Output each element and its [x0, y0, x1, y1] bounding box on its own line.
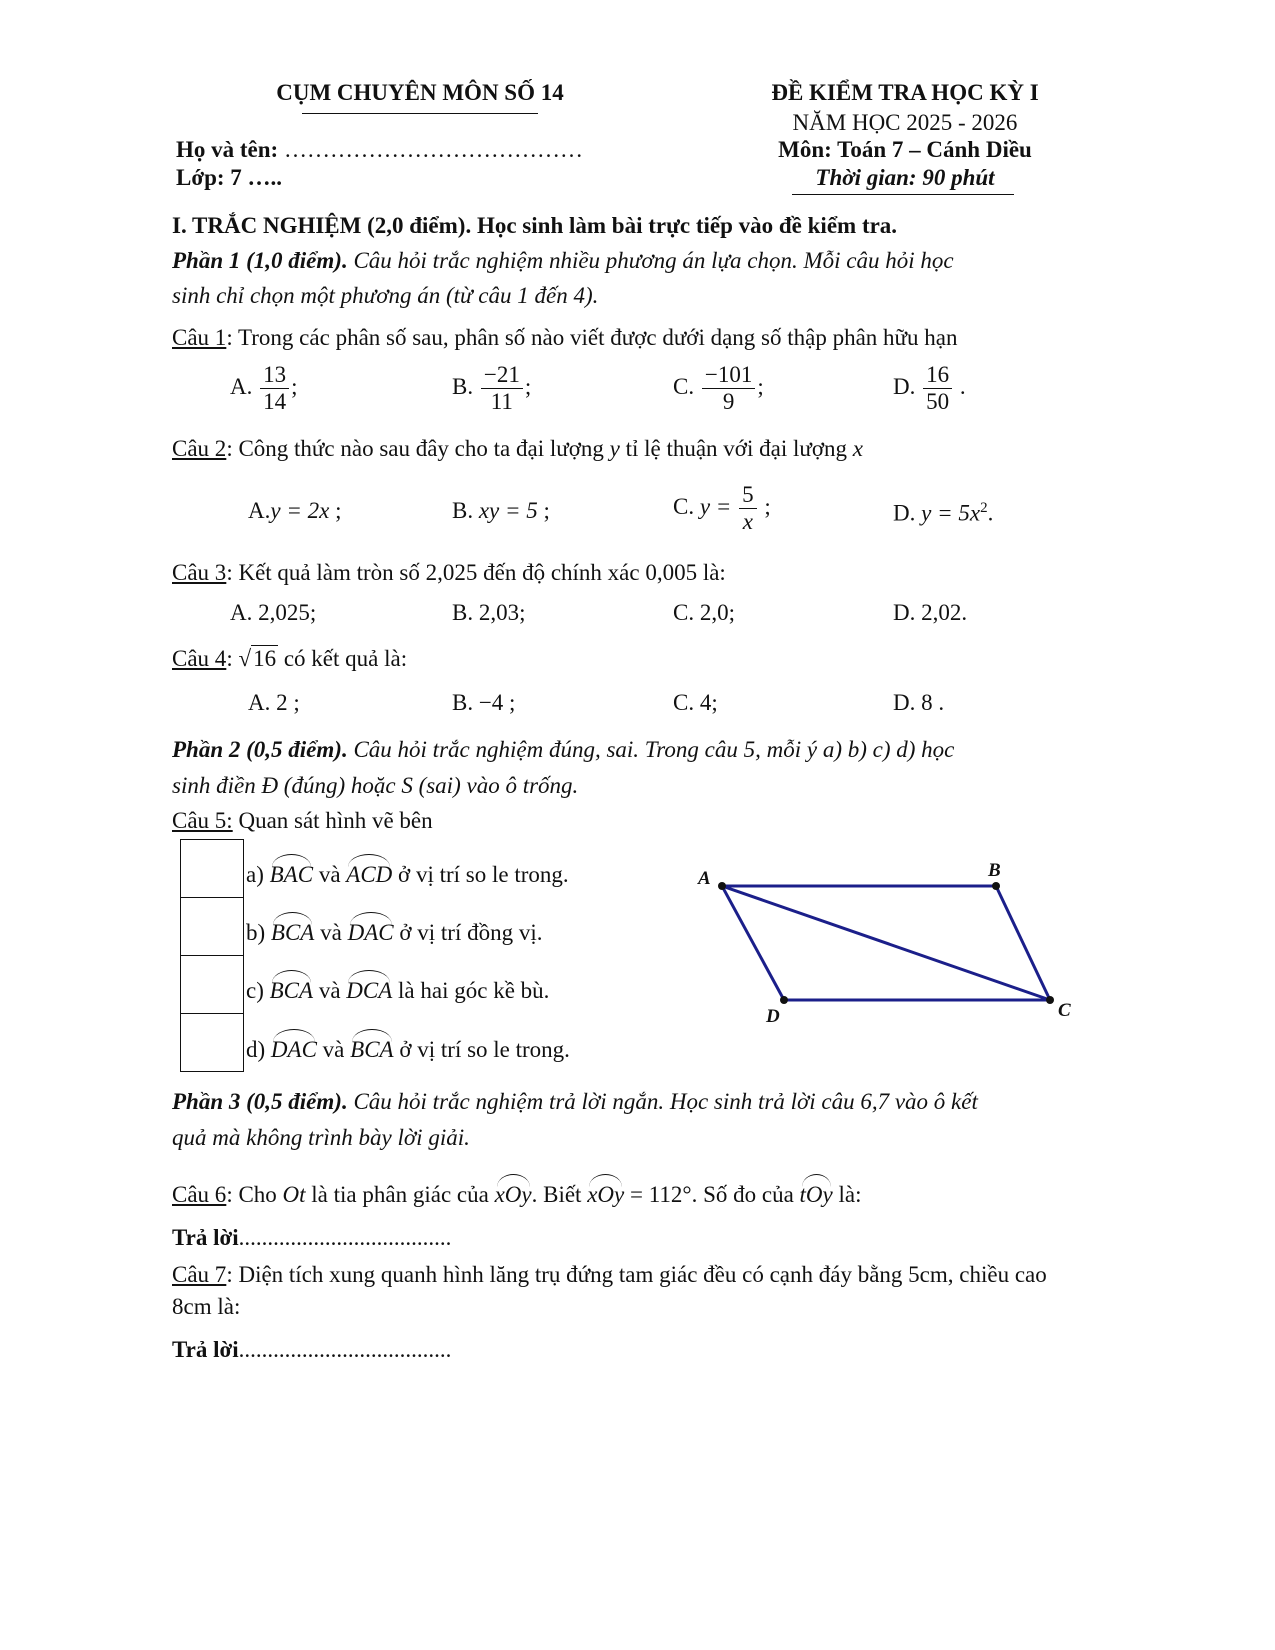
part3-head: Phần 3 (0,5 điểm).: [172, 1089, 348, 1114]
figure-lines: [722, 886, 1050, 1000]
q7-text-b: 8cm là:: [172, 1294, 241, 1319]
q2-label: Câu 2: [172, 436, 227, 461]
q5-item-b: [246, 914, 542, 946]
q1-option-d[interactable]: [893, 362, 966, 416]
fraction: [739, 482, 757, 536]
answer-box-a[interactable]: [180, 839, 244, 898]
exam-time: Thời gian: 90 phút: [815, 165, 995, 190]
q7-text-a: : Diện tích xung quanh hình lăng trụ đứng tam giác đều có cạnh đáy bằng 5cm, chiều cao: [226, 1262, 1047, 1287]
q3-option-c[interactable]: C. 2,0;: [673, 600, 735, 625]
option-math: y =: [699, 494, 732, 520]
option-tail: ;: [335, 498, 342, 523]
sqrt-symbol: √16: [238, 646, 277, 671]
part2-instructions: [172, 737, 954, 763]
option-letter: A.: [248, 498, 271, 523]
item-prefix: d): [246, 1037, 266, 1062]
angle-label: tOy: [800, 1176, 833, 1208]
q3-option-a[interactable]: A. 2,025;: [230, 600, 317, 625]
q4-option-a[interactable]: A. 2 ;: [248, 690, 300, 715]
q4-label: Câu 4: [172, 646, 227, 671]
q4-option-b[interactable]: B. −4 ;: [452, 690, 516, 715]
q6-answer-line[interactable]: [172, 1225, 451, 1251]
q2-option-d[interactable]: [893, 500, 993, 527]
subject: Môn: Toán 7 – Cánh Diều: [778, 137, 1032, 162]
numerator: −21: [481, 362, 523, 389]
label-c: C: [1058, 1000, 1071, 1021]
q3-option-b[interactable]: B. 2,03;: [452, 600, 526, 625]
q1-option-a[interactable]: [230, 362, 298, 416]
item-mid: và: [318, 978, 341, 1003]
angle-label: BAC: [270, 856, 313, 888]
angle-label: xOy: [587, 1176, 624, 1208]
point-c: [1046, 996, 1054, 1004]
q2-text-a: : Công thức nào sau đây cho ta đại lượng: [226, 436, 604, 461]
q2-var-y: y: [609, 436, 620, 461]
part1-instructions: [172, 248, 954, 274]
q2-var-x: x: [852, 436, 863, 461]
denominator: 14: [263, 389, 287, 415]
q4-option-d[interactable]: D. 8 .: [893, 690, 945, 715]
label-d: D: [766, 1006, 780, 1027]
option-letter: C.: [673, 494, 695, 520]
item-mid: và: [322, 1037, 345, 1062]
question-6: [172, 1176, 862, 1208]
fraction: [260, 362, 289, 416]
option-tail: ;: [291, 374, 298, 400]
question-4: [172, 646, 407, 672]
q1-option-b[interactable]: [452, 362, 531, 416]
answer-label: Trả lời: [172, 1225, 239, 1250]
angle-label: BCA: [271, 914, 314, 946]
option-tail: ;: [543, 498, 550, 523]
option-math: xy = 5: [478, 498, 538, 523]
class-line[interactable]: Lớp: 7 …..: [176, 165, 283, 190]
label-b: B: [988, 860, 1001, 881]
question-2: [172, 436, 863, 462]
question-7: [172, 1262, 1047, 1288]
q4-option-c[interactable]: C. 4;: [673, 690, 718, 715]
answer-box-c[interactable]: [180, 955, 244, 1014]
exam-title: ĐỀ KIỂM TRA HỌC KỲ I: [771, 80, 1039, 105]
option-letter: D.: [893, 374, 916, 400]
denominator: x: [742, 509, 753, 535]
item-tail: ở vị trí đồng vị.: [399, 920, 543, 945]
item-mid: và: [320, 920, 342, 945]
item-prefix: a): [246, 862, 264, 887]
q5-label: Câu 5:: [172, 808, 233, 833]
item-prefix: b): [246, 920, 266, 945]
part3-text-a: Câu hỏi trắc nghiệm trả lời ngắn. Học sinh trả lời câu 6,7 vào ô kết: [353, 1089, 978, 1114]
student-name-line[interactable]: [176, 137, 583, 163]
radicand: 16: [253, 646, 277, 671]
option-tail: ;: [524, 374, 532, 400]
q4-text: có kết quả là:: [283, 646, 408, 671]
option-math: y = 2x: [270, 498, 330, 523]
label-a: A: [698, 868, 711, 889]
section1-title: I. TRẮC NGHIỆM (2,0 điểm). Học sinh làm bài trực tiếp vào đề kiểm tra.: [172, 213, 898, 238]
q7-answer-line[interactable]: [172, 1337, 451, 1363]
school-year: NĂM HỌC 2025 - 2026: [792, 110, 1018, 135]
option-letter: B.: [452, 498, 474, 523]
q3-label: Câu 3: [172, 560, 227, 585]
fraction: [923, 362, 952, 416]
q2-option-a[interactable]: [248, 498, 341, 524]
angle-label: BCA: [350, 1031, 393, 1063]
part3-text-b: quả mà không trình bày lời giải.: [172, 1125, 470, 1150]
q6-label: Câu 6: [172, 1182, 227, 1207]
q6-t1: : Cho: [226, 1182, 277, 1207]
numerator: 5: [739, 482, 757, 509]
parallelogram-figure: [680, 850, 1100, 1040]
q7-label: Câu 7: [172, 1262, 227, 1287]
numerator: 13: [260, 362, 289, 389]
q3-option-d[interactable]: D. 2,02.: [893, 600, 968, 625]
q1-option-c[interactable]: [673, 362, 764, 416]
q5-text: Quan sát hình vẽ bên: [238, 808, 433, 833]
q5-item-a: [246, 856, 569, 888]
angle-label: ACD: [346, 856, 392, 888]
fraction: [481, 362, 523, 416]
point-a: [718, 882, 726, 890]
option-tail: .: [959, 374, 966, 400]
denominator: 11: [490, 389, 513, 415]
part3-instructions: [172, 1089, 978, 1115]
q6-value: = 112°: [629, 1182, 692, 1207]
angle-label: DCA: [346, 972, 392, 1004]
item-prefix: c): [246, 978, 264, 1003]
angle-label: xOy: [495, 1176, 532, 1208]
fraction: [702, 362, 755, 416]
question-1: [172, 325, 957, 351]
q2-text-b: tỉ lệ thuận với đại lượng: [625, 436, 847, 461]
q4-colon: :: [226, 646, 233, 671]
q2-option-c[interactable]: [673, 482, 771, 536]
item-tail: là hai góc kề bù.: [398, 978, 550, 1003]
name-label: Họ và tên:: [176, 137, 279, 162]
denominator: 50: [926, 389, 950, 415]
q1-label: Câu 1: [172, 325, 227, 350]
part1-text-b: sinh chỉ chọn một phương án (từ câu 1 đến 4).: [172, 283, 599, 308]
point-d: [780, 996, 788, 1004]
point-b: [992, 882, 1000, 890]
answer-box-b[interactable]: [180, 897, 244, 956]
part1-head: Phần 1 (1,0 điểm).: [172, 248, 348, 273]
exponent: 2: [980, 500, 988, 516]
numerator: 16: [923, 362, 952, 389]
answer-dots: .....................................: [238, 1337, 452, 1362]
question-5: [172, 808, 433, 834]
q6-ray: Ot: [282, 1182, 306, 1207]
name-dots: …………………………………: [283, 137, 583, 162]
part2-text-b: sinh điền Đ (đúng) hoặc S (sai) vào ô trống.: [172, 773, 579, 798]
option-tail: ;: [764, 494, 771, 520]
option-letter: D.: [893, 500, 916, 526]
q1-text: : Trong các phân số sau, phân số nào viết được dưới dạng số thập phân hữu hạn: [226, 325, 958, 350]
denominator: 9: [722, 389, 735, 415]
item-mid: và: [318, 862, 341, 887]
q6-t4: . Số đo của: [691, 1182, 794, 1207]
numerator: −101: [702, 362, 755, 389]
exam-time-underline: [792, 194, 1014, 195]
option-letter: C.: [673, 374, 695, 400]
option-letter: A.: [230, 374, 253, 400]
angle-label: DAC: [271, 1031, 317, 1063]
answer-box-d[interactable]: [180, 1013, 244, 1072]
q3-text: : Kết quả làm tròn số 2,025 đến độ chính xác 0,005 là:: [226, 560, 726, 585]
question-3: [172, 560, 726, 586]
q5-item-d: [246, 1031, 570, 1063]
option-tail: ;: [757, 374, 764, 400]
part2-text-a: Câu hỏi trắc nghiệm đúng, sai. Trong câu 5, mỗi ý a) b) c) d) học: [353, 737, 955, 762]
q2-option-b[interactable]: [452, 498, 550, 524]
q6-t2: là tia phân giác của: [311, 1182, 489, 1207]
answer-dots: .....................................: [238, 1225, 452, 1250]
q5-item-c: [246, 972, 549, 1004]
option-tail: .: [987, 500, 994, 526]
cluster-title-underline: [302, 113, 538, 114]
item-tail: ở vị trí so le trong.: [399, 1037, 570, 1062]
part1-text-a: Câu hỏi trắc nghiệm nhiều phương án lựa chọn. Mỗi câu hỏi học: [353, 248, 954, 273]
option-math: y = 5x: [921, 500, 981, 526]
segment-ac: [722, 886, 1050, 1000]
answer-label: Trả lời: [172, 1337, 239, 1362]
q6-t3: . Biết: [531, 1182, 582, 1207]
q6-t5: là:: [838, 1182, 862, 1207]
cluster-title: CỤM CHUYÊN MÔN SỐ 14: [276, 80, 564, 105]
item-tail: ở vị trí so le trong.: [398, 862, 569, 887]
part2-head: Phần 2 (0,5 điểm).: [172, 737, 348, 762]
angle-label: BCA: [270, 972, 313, 1004]
option-letter: B.: [452, 374, 474, 400]
angle-label: DAC: [348, 914, 394, 946]
